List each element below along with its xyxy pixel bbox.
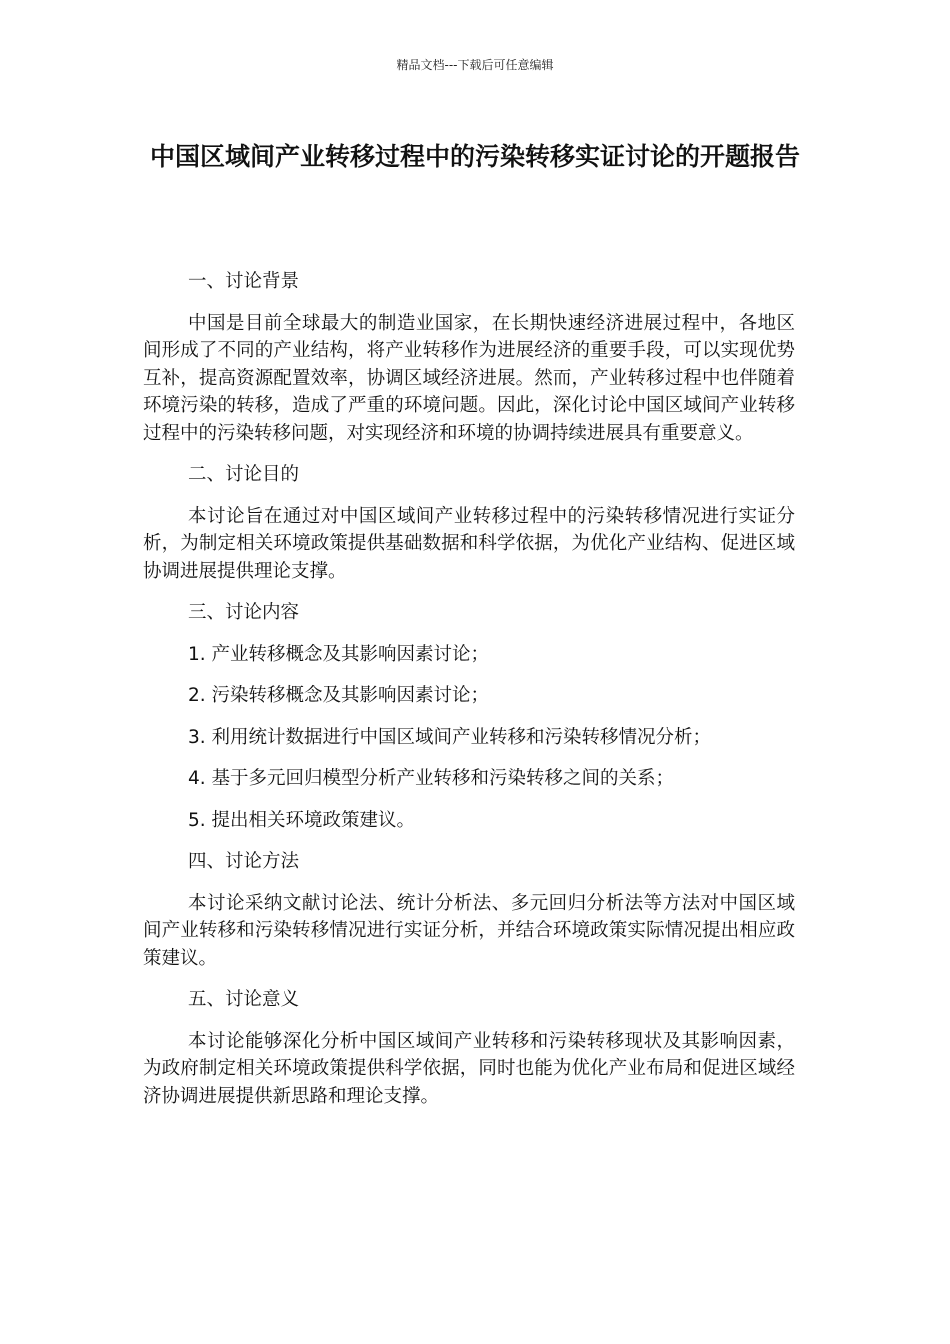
section-text-method: 本讨论采纳文献讨论法、统计分析法、多元回归分析法等方法对中国区域间产业转移和污染转移情况进行实证分析，并结合环境政策实际情况提出相应政策建议。 — [143, 892, 795, 969]
document-body — [143, 268, 795, 1124]
section-text-purpose: 本讨论旨在通过对中国区域间产业转移过程中的污染转移情况进行实证分析，为制定相关环境政策提供基础数据和科学依据，为优化产业结构、促进区域协调进展提供理论支撑。 — [143, 505, 795, 582]
section-heading-method: 四、讨论方法 — [188, 851, 300, 872]
section-text-background: 中国是目前全球最大的制造业国家，在长期快速经济进展过程中，各地区间形成了不同的产业结构，将产业转移作为进展经济的重要手段，可以实现优势互补，提高资源配置效率，协调区域经济进展。然而，产业转移过程中也伴随着环境污染的转移，造成了严重的环境问题。因此，深化讨论中国区域间产业转移过程中的污染转移问题，对实现经济和环境的协调持续进展具有重要意义。 — [143, 312, 795, 444]
section-heading-significance: 五、讨论意义 — [188, 989, 300, 1010]
content-list-item: 2. 污染转移概念及其影响因素讨论； — [188, 685, 490, 706]
section-heading-background: 一、讨论背景 — [188, 271, 300, 292]
content-list-item: 4. 基于多元回归模型分析产业转移和污染转移之间的关系； — [188, 768, 675, 789]
section-text-significance: 本讨论能够深化分析中国区域间产业转移和污染转移现状及其影响因素，为政府制定相关环境政策提供科学依据，同时也能为优化产业布局和促进区域经济协调进展提供新思路和理论支撑。 — [143, 1030, 795, 1107]
content-list-item: 1. 产业转移概念及其影响因素讨论； — [188, 643, 490, 665]
section-heading-content: 三、讨论内容 — [188, 602, 300, 623]
document-title: 中国区域间产业转移过程中的污染转移实证讨论的开题报告 — [149, 142, 800, 171]
content-list-item: 5. 提出相关环境政策建议。 — [188, 809, 416, 831]
header-note: 精品文档---下载后可任意编辑 — [396, 58, 554, 72]
content-list-item: 3. 利用统计数据进行中国区域间产业转移和污染转移情况分析； — [188, 726, 712, 748]
section-heading-purpose: 二、讨论目的 — [188, 464, 300, 485]
